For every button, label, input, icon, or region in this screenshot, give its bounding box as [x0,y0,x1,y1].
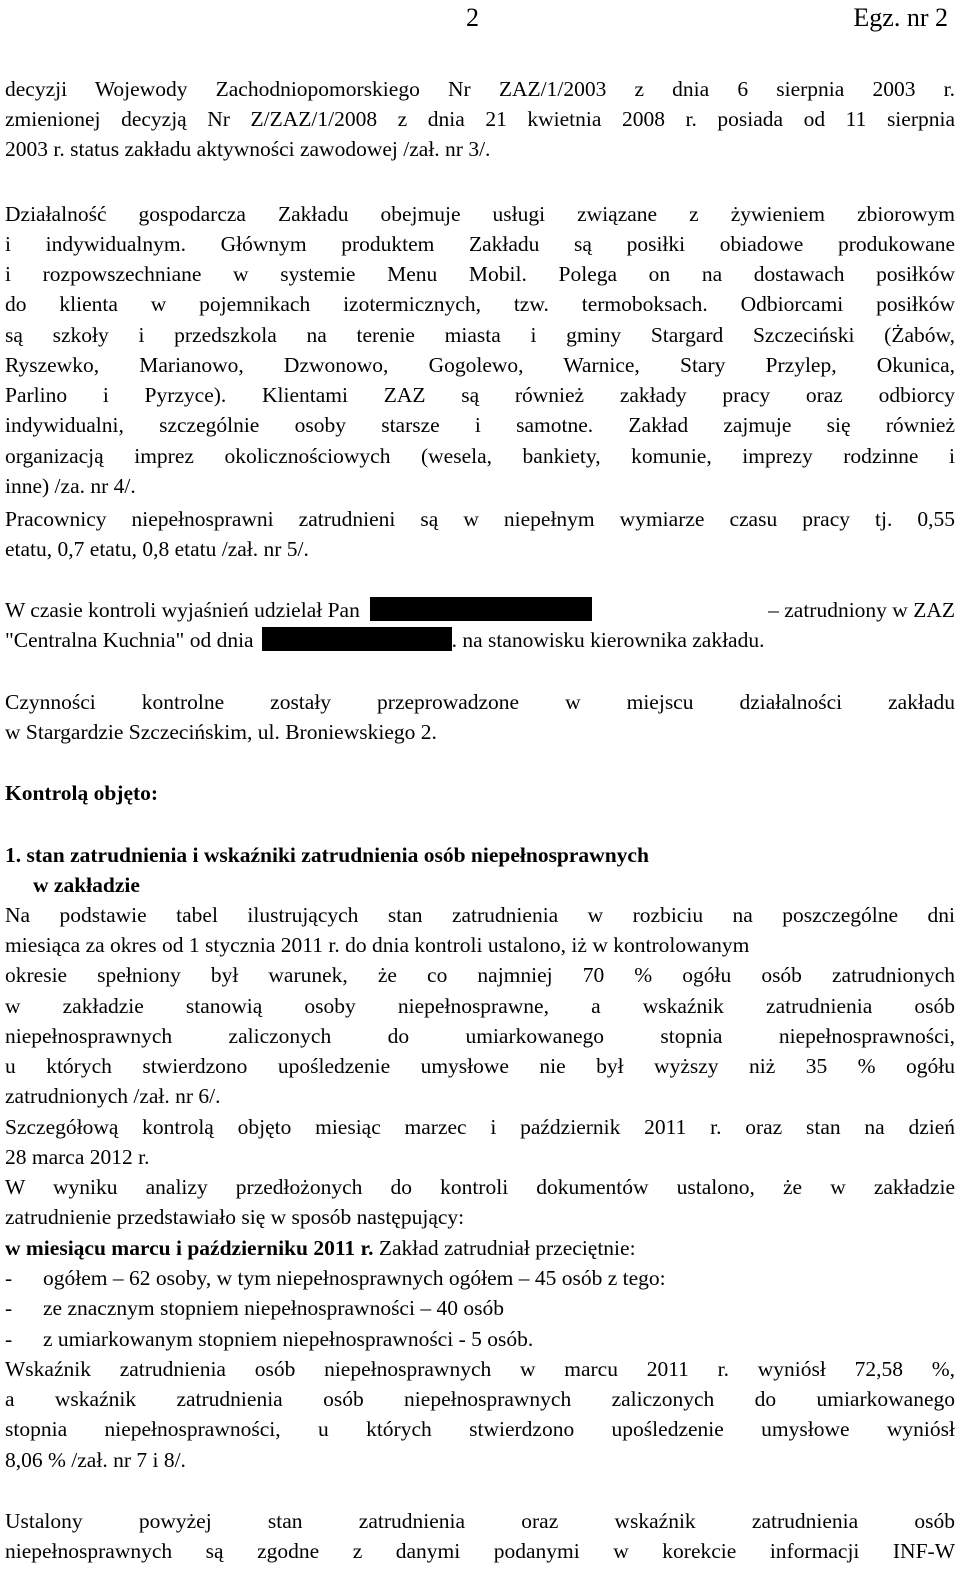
list-dash: - [5,1327,13,1351]
para4-line2-end: . na stanowisku kierownika zakładu. [451,628,765,652]
list-text: ze znacznym stopniem niepełnosprawności – 40 osób [43,1296,504,1320]
para2-line9: organizacją imprez okolicznościowych (wesela, bankiety, komunie, imprezy rodzinne i [5,444,955,468]
para9-bold: w miesiącu marcu i październiku 2011 r. [5,1236,374,1260]
para9-rest: Zakład zatrudniał przeciętnie: [373,1236,636,1260]
para2-line10: inne) /za. nr 4/. [5,474,136,498]
para6-line5: niepełnosprawnych zaliczonych do umiarkowanego stopnia niepełnosprawności, [5,1024,955,1048]
para6-line4: w zakładzie stanowią osoby niepełnosprawne, a wskaźnik zatrudnienia osób [5,994,955,1018]
para6-line2: miesiąca za okres od 1 stycznia 2011 r. do dnia kontroli ustalono, iż w kontrolowanym [5,933,750,957]
para10-line3: stopnia niepełnosprawności, u których stwierdzono upośledzenie umysłowe wyniósł [5,1417,955,1441]
page-number: 2 [466,3,479,32]
para5-line1: Czynności kontrolne zostały przeprowadzone w miejscu działalności zakładu [5,690,955,714]
para8-line1: W wyniku analizy przedłożonych do kontroli dokumentów ustalono, że w zakładzie [5,1175,955,1199]
para2-line6: Ryszewko, Marianowo, Dzwonowo, Gogolewo, Warnice, Stary Przylep, Okunica, [5,353,955,377]
para11-line1: Ustalony powyżej stan zatrudnienia oraz wskaźnik zatrudnienia osób [5,1509,955,1533]
para2-line5: są szkoły i przedszkola na terenie miasta i gminy Stargard Szczeciński (Żabów, [5,323,955,347]
para4-line2-start: "Centralna Kuchnia" od dnia [5,628,254,652]
copy-label: Egz. nr 2 [853,3,948,32]
section-heading: Kontrolą objęto: [5,781,159,805]
para2-line1: Działalność gospodarcza Zakładu obejmuje usługi związane z żywieniem zbiorowym [5,202,955,226]
para2-line8: indywidualni, szczególnie osoby starsze i samotne. Zakład zajmuje się również [5,413,955,437]
list-dash: - [5,1266,13,1290]
para5-line2: w Stargardzie Szczecińskim, ul. Broniewskiego 2. [5,720,437,744]
para7-line1: Szczegółową kontrolą objęto miesiąc marzec i październik 2011 r. oraz stan na dzień [5,1115,955,1139]
para1-line2: zmienionej decyzją Nr Z/ZAZ/1/2008 z dnia 21 kwietnia 2008 r. posiada od 11 sierpnia [5,107,955,131]
para3-line2: etatu, 0,7 etatu, 0,8 etatu /zał. nr 5/. [5,537,309,561]
para8-line2: zatrudnienie przedstawiało się w sposób następujący: [5,1205,465,1229]
section1-title: 1. stan zatrudnienia i wskaźniki zatrudnienia osób niepełnosprawnych [5,843,649,867]
para2-line4: do klienta w pojemnikach izotermicznych, tzw. termoboksach. Odbiorcami posiłków [5,292,955,316]
list-item [5,1263,955,1293]
para7-line2: 28 marca 2012 r. [5,1145,150,1169]
section1-title-cont: w zakładzie [33,873,140,897]
list-dash: - [5,1296,13,1320]
list-text: z umiarkowanym stopniem niepełnosprawności - 5 osób. [43,1327,534,1351]
list-text: ogółem – 62 osoby, w tym niepełnosprawnych ogółem – 45 osób z tego: [43,1266,666,1290]
redaction-box [370,597,592,621]
para2-line3: i rozpowszechniane w systemie Menu Mobil. Polega on na dostawach posiłków [5,262,955,286]
para3-line1: Pracownicy niepełnosprawni zatrudnieni są w niepełnym wymiarze czasu pracy tj. 0,55 [5,507,955,531]
para6-line7: zatrudnionych /zał. nr 6/. [5,1084,221,1108]
list-item [5,1293,955,1323]
list-item [5,1324,955,1354]
para2-line2: i indywidualnym. Głównym produktem Zakładu są posiłki obiadowe produkowane [5,232,955,256]
para6-line3: okresie spełniony był warunek, że co najmniej 70 % ogółu osób zatrudnionych [5,963,955,987]
para11-line2: niepełnosprawnych są zgodne z danymi podanymi w korekcie informacji INF-W [5,1539,955,1563]
para10-line4: 8,06 % /zał. nr 7 i 8/. [5,1448,186,1472]
para6-line6: u których stwierdzono upośledzenie umysłowe nie był wyższy niż 35 % ogółu [5,1054,955,1078]
redaction-box [262,627,452,651]
para4-line1-start: W czasie kontroli wyjaśnień udzielał Pan [5,598,360,622]
para4-line1-end: – zatrudniony w ZAZ [768,598,955,622]
para1-line1: decyzji Wojewody Zachodniopomorskiego Nr ZAZ/1/2003 z dnia 6 sierpnia 2003 r. [5,77,955,101]
para4-line1 [5,595,955,625]
para1-line3: 2003 r. status zakładu aktywności zawodowej /zał. nr 3/. [5,137,491,161]
para10-line1: Wskaźnik zatrudnienia osób niepełnosprawnych w marcu 2011 r. wyniósł 72,58 %, [5,1357,955,1381]
para6-line1: Na podstawie tabel ilustrujących stan zatrudnienia w rozbiciu na poszczególne dni [5,903,955,927]
para10-line2: a wskaźnik zatrudnienia osób niepełnosprawnych zaliczonych do umiarkowanego [5,1387,955,1411]
para4-line2 [5,625,955,655]
para2-line7: Parlino i Pyrzyce). Klientami ZAZ są również zakłady pracy oraz odbiorcy [5,383,955,407]
para9-line [5,1233,955,1263]
